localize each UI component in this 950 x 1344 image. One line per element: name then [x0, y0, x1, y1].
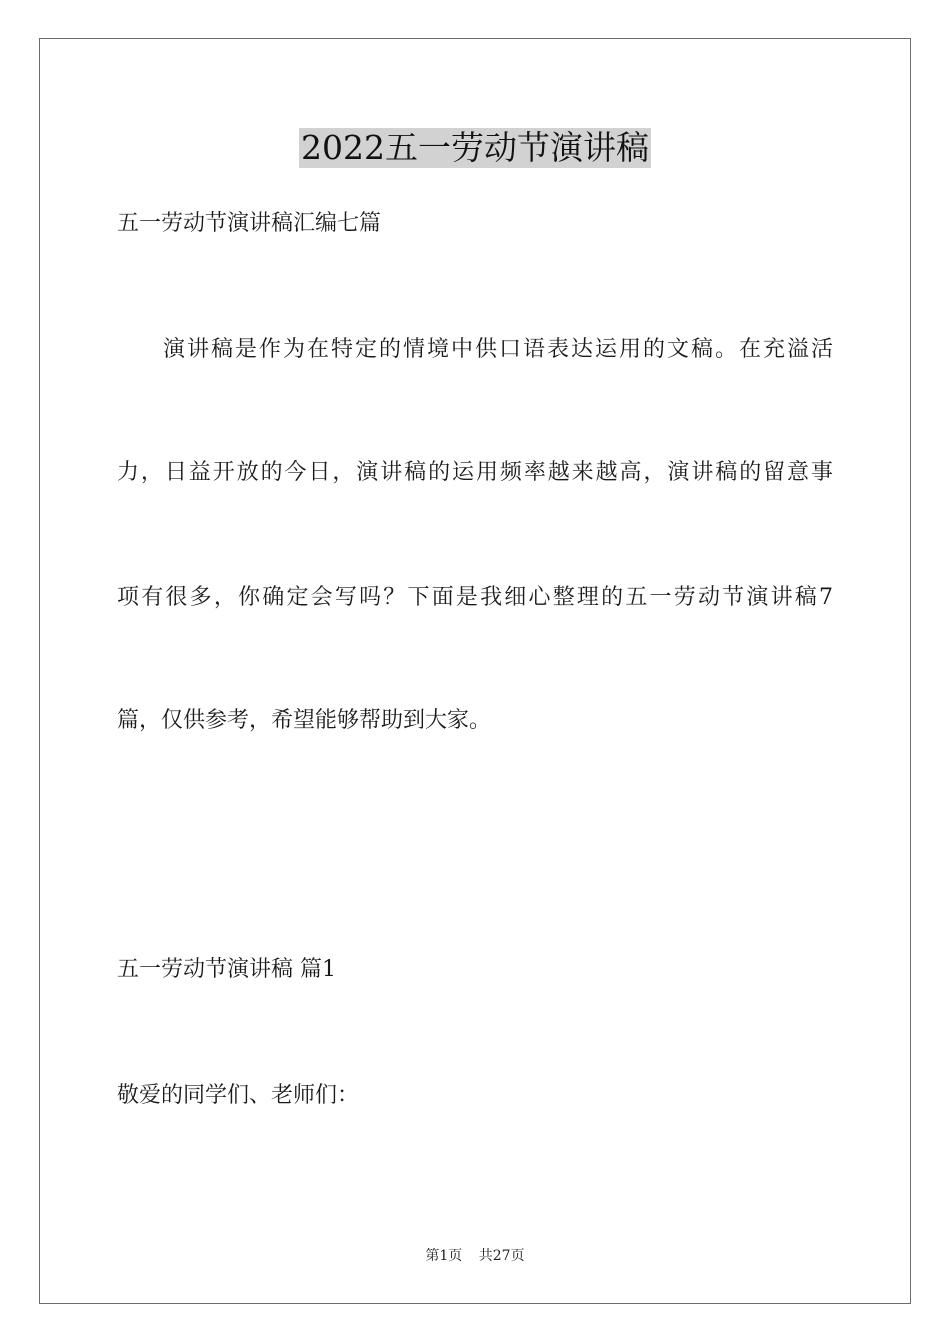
greeting: 敬爱的同学们、老师们：	[117, 1083, 360, 1108]
page-footer	[0, 1246, 950, 1266]
intro-line-4: 篇，仅供参考，希望能够帮助到大家。	[117, 708, 492, 733]
title-container	[0, 128, 950, 168]
page-number-current: 第1页	[425, 1248, 463, 1264]
page-number-total: 共27页	[478, 1248, 525, 1264]
intro-line-1: 演讲稿是作为在特定的情境中供口语表达运用的文稿。在充溢活	[163, 337, 833, 362]
intro-line-2: 力，日益开放的今日，演讲稿的运用频率越来越高，演讲稿的留意事	[117, 460, 833, 485]
document-subtitle: 五一劳动节演讲稿汇编七篇	[117, 211, 382, 236]
intro-line-3: 项有很多，你确定会写吗？下面是我细心整理的五一劳动节演讲稿7	[117, 585, 833, 610]
section-heading: 五一劳动节演讲稿 篇1	[117, 957, 336, 982]
document-title: 2022五一劳动节演讲稿	[301, 128, 649, 167]
